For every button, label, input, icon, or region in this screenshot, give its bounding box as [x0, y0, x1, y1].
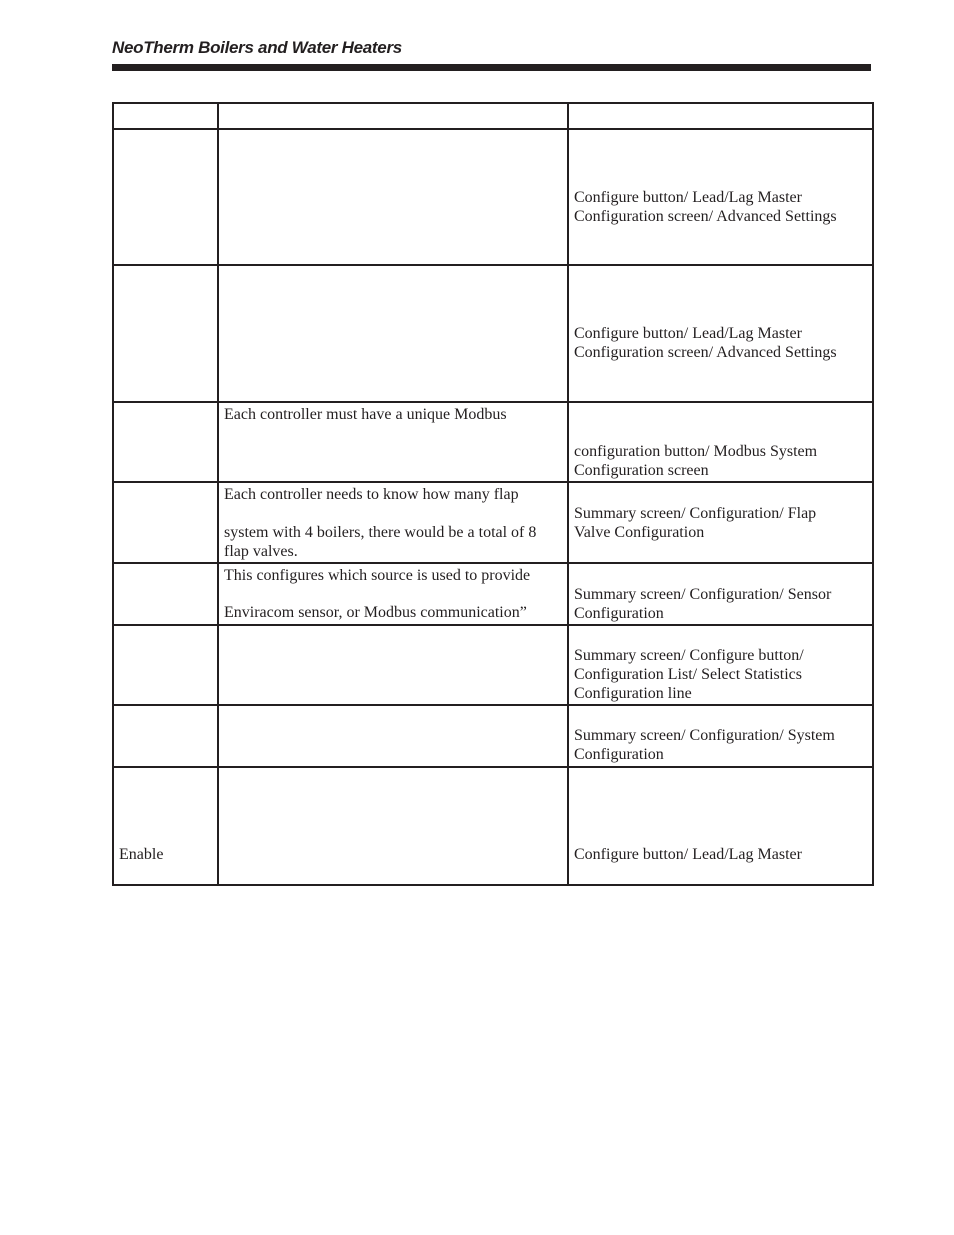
table-row: [113, 265, 873, 402]
parameter-cell: [113, 265, 218, 402]
location-line: Configuration: [574, 746, 664, 763]
description-line: system with 4 boilers, there would be a total of 8: [224, 524, 537, 541]
location-cell: [568, 482, 873, 563]
location-line: Configuration List/ Select Statistics: [574, 666, 802, 683]
description-cell: [218, 265, 568, 402]
parameter-cell: [113, 563, 218, 625]
location-cell: [568, 129, 873, 265]
location-line: Configuration screen: [574, 462, 709, 479]
location-line: Configure button/ Lead/Lag Master: [574, 325, 802, 342]
table-row: [113, 482, 873, 563]
description-cell: [218, 767, 568, 885]
location-line: Summary screen/ Configuration/ Flap: [574, 505, 817, 522]
location-cell: [568, 265, 873, 402]
description-line: Each controller needs to know how many flap: [224, 486, 519, 503]
table-row: [113, 129, 873, 265]
location-cell: [568, 705, 873, 767]
description-line: Each controller must have a unique Modbus: [224, 406, 507, 423]
location-line: Summary screen/ Configuration/ System: [574, 727, 835, 744]
parameter-cell: [113, 129, 218, 265]
description-cell: [218, 625, 568, 705]
location-line: Configuration screen/ Advanced Settings: [574, 208, 837, 225]
header-cell-description: [218, 103, 568, 129]
description-cell: [218, 129, 568, 265]
location-line: Summary screen/ Configuration/ Sensor: [574, 586, 832, 603]
description-line: flap valves.: [224, 543, 298, 560]
location-cell: [568, 563, 873, 625]
table-row: [113, 767, 873, 885]
running-header: NeoTherm Boilers and Water Heaters: [112, 38, 402, 57]
parameter-cell: [113, 767, 218, 885]
table-row: [113, 705, 873, 767]
header-cell-parameter: [113, 103, 218, 129]
location-line: configuration button/ Modbus System: [574, 443, 818, 460]
location-line: Configure button/ Lead/Lag Master: [574, 189, 802, 206]
location-line: Valve Configuration: [574, 524, 705, 541]
parameter-cell: [113, 482, 218, 563]
description-cell: [218, 705, 568, 767]
location-line: Configuration line: [574, 685, 692, 702]
description-line: Enviracom sensor, or Modbus communication”: [224, 604, 527, 621]
location-cell: [568, 767, 873, 885]
location-line: Configure button/ Lead/Lag Master: [574, 846, 802, 863]
parameter-cell: [113, 402, 218, 482]
settings-table: [112, 102, 874, 886]
location-cell: [568, 625, 873, 705]
parameter-cell: [113, 705, 218, 767]
table-row: [113, 402, 873, 482]
location-line: Configuration screen/ Advanced Settings: [574, 344, 837, 361]
table-row: [113, 625, 873, 705]
description-cell: [218, 563, 568, 625]
description-cell: [218, 402, 568, 482]
parameter-cell: [113, 625, 218, 705]
description-line: This configures which source is used to provide: [224, 567, 531, 584]
table-row: [113, 563, 873, 625]
location-line: Configuration: [574, 605, 664, 622]
header-cell-location: [568, 103, 873, 129]
location-cell: [568, 402, 873, 482]
header-rule: [112, 64, 871, 71]
table-header-row: [113, 103, 873, 129]
parameter-label: Enable: [119, 846, 164, 863]
location-line: Summary screen/ Configure button/: [574, 647, 804, 664]
description-cell: [218, 482, 568, 563]
